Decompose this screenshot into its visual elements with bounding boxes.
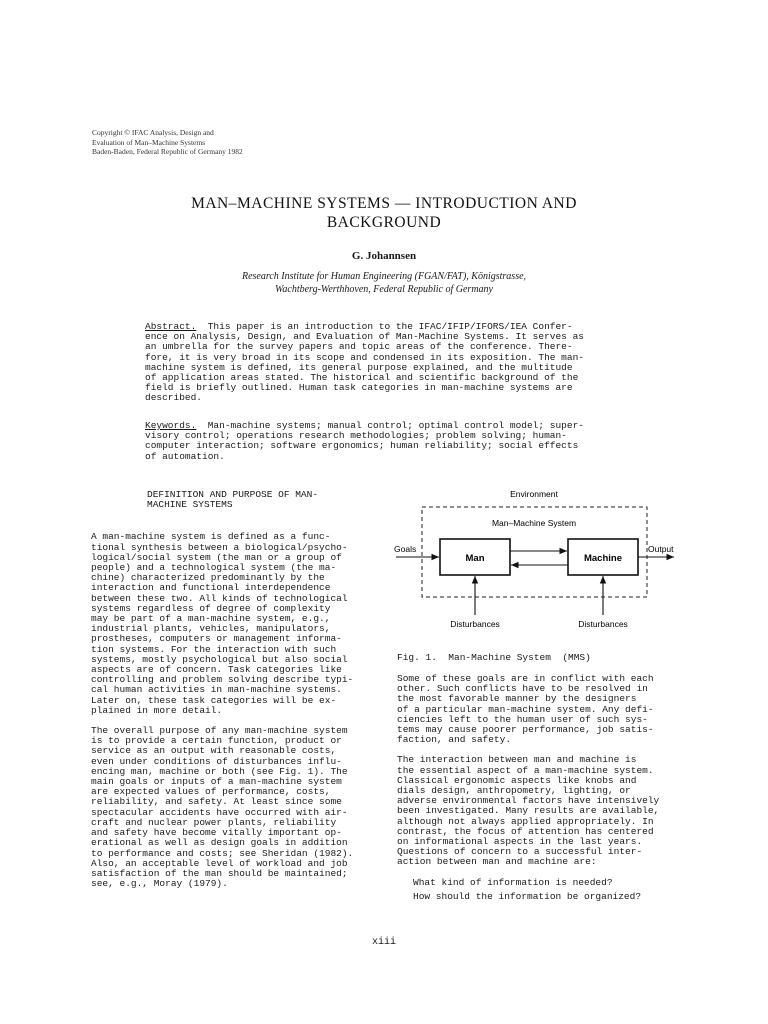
text-line: may be part of a man-machine system, e.g., xyxy=(91,613,331,625)
text-line: Questions of concern to a successful inter- xyxy=(397,846,643,858)
text-line: been investigated. Many results are available, xyxy=(397,805,660,817)
title-line: BACKGROUND xyxy=(326,214,442,231)
abstract-line: fore, it is very broad in its scope and condensed in its exposition. The man- xyxy=(145,351,584,363)
abstract xyxy=(145,322,633,404)
text-line: see, e.g., Moray (1979). xyxy=(91,878,228,890)
text-line: controlling and problem solving describe typi- xyxy=(91,674,354,686)
text-line: main goals or inputs of a man-machine system xyxy=(91,776,342,788)
keywords-text: Man-machine systems; manual control; optimal control model; super- xyxy=(207,420,584,431)
text-line: plained in more detail. xyxy=(91,704,223,716)
text-line: to performance and costs; see Sheridan (1982). xyxy=(91,847,354,859)
affiliation-line: Research Institute for Human Engineering (FGAN/FAT), Königstrasse, xyxy=(241,271,527,282)
text-line: action between man and machine are: xyxy=(397,856,597,868)
text-line: other. Such conflicts have to be resolved in xyxy=(397,683,648,695)
figure-caption: Fig. 1. Man-Machine System (MMS) xyxy=(397,652,591,663)
text-line: ciencies left to the human user of such sys- xyxy=(397,713,648,725)
text-line: craft and nuclear power plants, reliability xyxy=(91,816,337,828)
abstract-line: of application areas stated. The historical and scientific background of the xyxy=(145,372,579,384)
text-line: spectacular accidents have occurred with air- xyxy=(91,806,348,818)
copyright-line: Evaluation of Man–Machine Systems xyxy=(92,137,206,147)
text-line: is to provide a certain function, product or xyxy=(91,735,342,747)
abstract-line: field is briefly outlined. Human task categories in man-machine systems are xyxy=(145,382,573,394)
text-line: aspects are of concern. Task categories like xyxy=(91,664,342,676)
text-line: tems may cause poorer performance, job satis- xyxy=(397,724,654,736)
text-line: people) and a technological system (the ma- xyxy=(91,562,337,574)
text-line: interaction and functional interdependence xyxy=(91,582,331,594)
text-line: The overall purpose of any man-machine system xyxy=(91,725,348,737)
text-line: service as an output with reasonable costs, xyxy=(91,745,337,757)
abstract-line: ence on Analysis, Design, and Evaluation of Man-Machine Systems. It serves as xyxy=(145,331,584,343)
text-line: of a particular man-machine system. Any defi- xyxy=(397,703,654,715)
author-affiliation xyxy=(100,270,668,296)
text-line: even under conditions of disturbances influ- xyxy=(91,755,342,767)
man-label: Man xyxy=(465,553,485,564)
abstract-line: described. xyxy=(145,392,203,404)
text-line: cal human activities in man-machine systems. xyxy=(91,684,342,696)
text-line: systems, mostly psychological but also social xyxy=(91,653,348,665)
text-line: prostheses, computers or management informa- xyxy=(91,633,342,645)
text-line: between these two. All kinds of technological xyxy=(91,592,348,604)
text-line: Also, an acceptable level of workload and job xyxy=(91,857,348,869)
title-line: MAN–MACHINE SYSTEMS — INTRODUCTION AND xyxy=(191,195,577,212)
copyright-line: Baden-Baden, Federal Republic of Germany 1982 xyxy=(92,147,243,156)
disturbances-left-label: Disturbances xyxy=(450,619,500,629)
question-item: How should the information be organized? xyxy=(413,890,642,902)
text-line: adverse environmental factors have intensively xyxy=(397,795,660,807)
output-label: Output xyxy=(648,544,674,554)
abstract-line: machine system is defined, its general purpose explained, and the multitude xyxy=(145,361,573,373)
keywords xyxy=(145,421,633,462)
disturbances-right-label: Disturbances xyxy=(578,619,628,629)
text-line: tion systems. For the interaction with such xyxy=(91,643,337,655)
system-label: Man–Machine System xyxy=(491,518,577,528)
text-line: A man-machine system is defined as a func- xyxy=(91,531,331,543)
paragraph-conflicts xyxy=(397,674,697,745)
text-line: Some of these goals are in conflict with each xyxy=(397,673,654,684)
text-line: logical/social system (the man or a group of xyxy=(91,551,342,563)
page-number: xiii xyxy=(371,937,396,948)
text-line: and safety have become vitally important op- xyxy=(91,827,342,839)
abstract-label: Abstract. xyxy=(145,321,197,332)
question-item: What kind of information is needed? xyxy=(413,876,613,888)
text-line: tional synthesis between a biological/psycho- xyxy=(91,541,348,553)
text-line: faction, and safety. xyxy=(397,734,512,746)
copyright-notice xyxy=(92,128,352,157)
paragraph-definition xyxy=(91,532,381,716)
abstract-text: This paper is an introduction to the IFAC/IFIP/IFORS/IEA Confer- xyxy=(207,321,573,332)
copyright-line: Copyright © IFAC Analysis, Design and xyxy=(92,128,214,137)
right-column xyxy=(397,674,697,906)
environment-label: Environment xyxy=(510,489,558,499)
paragraph-interaction xyxy=(397,755,697,867)
text-line: the most favorable manner by the designers xyxy=(397,693,637,705)
paragraph-purpose xyxy=(91,726,381,889)
text-line: satisfaction of the man should be maintained; xyxy=(91,867,348,879)
text-line: dials design, anthropometry, lighting, or xyxy=(397,785,631,797)
heading-line: MACHINE SYSTEMS xyxy=(147,499,233,511)
keywords-line: visory control; operations research methodologies; problem solving; human- xyxy=(145,430,567,442)
text-line: reliability, and safety. At least since some xyxy=(91,796,342,808)
text-line: are expected values of performance, costs, xyxy=(91,786,331,798)
text-line: the essential aspect of a man-machine system. xyxy=(397,764,654,776)
text-line: erational as well as design goals in addition xyxy=(91,837,348,849)
text-line: industrial plants, vehicles, manipulators, xyxy=(91,623,331,635)
section-heading xyxy=(147,490,381,510)
text-line: although not always applied appropriately. In xyxy=(397,815,654,827)
left-column xyxy=(91,490,381,899)
text-line: Classical ergonomic aspects like knobs and xyxy=(397,774,637,786)
author-name: G. Johannsen xyxy=(351,250,417,262)
heading-line: DEFINITION AND PURPOSE OF MAN- xyxy=(147,489,319,500)
goals-label: Goals xyxy=(394,544,417,554)
text-line: chine) characterized predominantly by the xyxy=(91,572,325,584)
keywords-line: computer interaction; software ergonomics; human reliability; social effects xyxy=(145,440,579,452)
text-line: on informational aspects in the last years. xyxy=(397,836,643,848)
keywords-line: of automation. xyxy=(145,450,225,462)
text-line: Later on, these task categories will be ex- xyxy=(91,694,337,706)
text-line: contrast, the focus of attention has centered xyxy=(397,825,654,837)
paper-title xyxy=(100,194,668,232)
affiliation-line: Wachtberg-Werthhoven, Federal Republic of Germany xyxy=(274,284,493,295)
text-line: encing man, machine or both (see Fig. 1). The xyxy=(91,765,348,777)
keywords-label: Keywords. xyxy=(145,420,197,431)
text-line: systems regardless of degree of complexity xyxy=(91,602,331,614)
mms-diagram xyxy=(388,483,678,633)
text-line: The interaction between man and machine is xyxy=(397,754,637,766)
abstract-line: an umbrella for the survey papers and topic areas of the conference. There- xyxy=(145,341,573,353)
machine-label: Machine xyxy=(583,553,623,564)
